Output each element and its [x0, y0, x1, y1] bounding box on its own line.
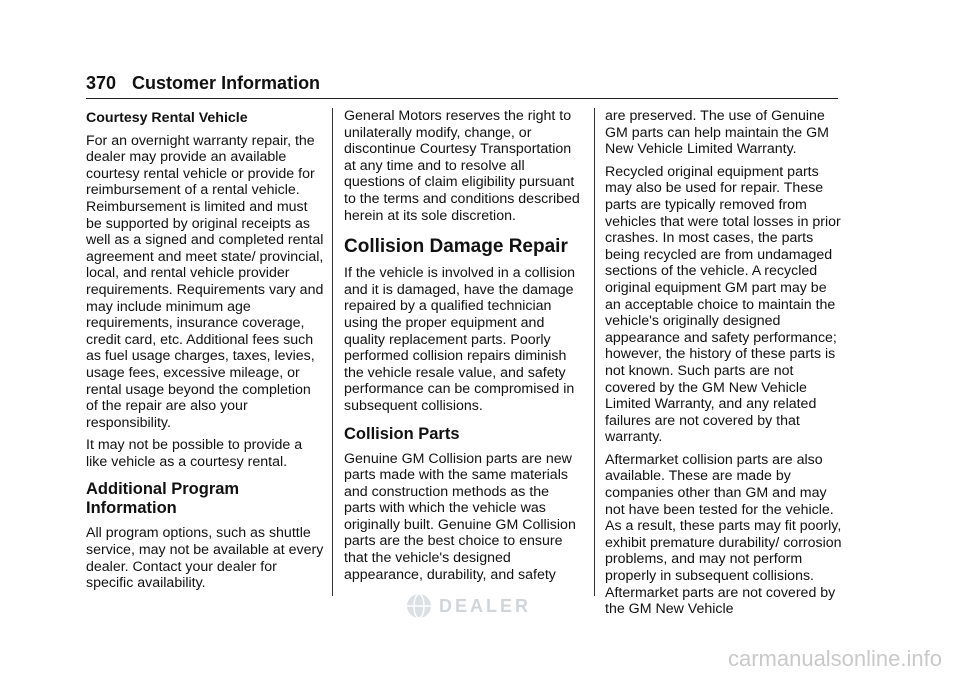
column-divider-2 [594, 108, 595, 596]
page-number: 370 [86, 73, 117, 93]
watermark-text: DEALER [439, 595, 532, 616]
globe-icon [405, 592, 433, 620]
column-3 [605, 108, 845, 624]
courtesy-rental-heading: Courtesy Rental Vehicle [86, 110, 248, 126]
col3-paragraph-1: are preserved. The use of Genuine GM parts can help maintain the GM New Vehicle Limited Warranty. [605, 108, 829, 158]
col3-paragraph-2: Recycled original equipment parts may also be used for repair. These parts are typically removed from vehicles that were total losses in prior crashes. In most cases, the parts being recycled are from undamaged sections of the vehicle. A recycled original equipment GM part may be an acceptable choice to maintain the vehicle's originally designed appearance and safety performance; however, the history of these parts is not known. Such parts are not covered by the GM New Vehicle Limited Warranty, and any related failures are not covered by that warranty. [605, 163, 841, 446]
collision-parts-heading: Collision Parts [344, 424, 460, 443]
additional-program-heading: Additional Program Information [86, 480, 240, 518]
col1-paragraph-3: All program options, such as shuttle service, may not be available at every dealer. Contact your dealer for specific availability. [86, 525, 324, 592]
collision-damage-repair-heading: Collision Damage Repair [344, 236, 568, 258]
col1-paragraph-2: It may not be possible to provide a like vehicle as a courtesy rental. [86, 437, 303, 470]
col2-paragraph-2: If the vehicle is involved in a collision and it is damaged, have the damage repaired by a qualified technician using the proper equipment and quality replacement parts. Poorly performed collision repairs diminish the vehicle resale value, and safety performance can be compromised in subsequent collisions. [344, 265, 576, 414]
col3-paragraph-3: Aftermarket collision parts are also available. These are made by companies other than GM and may not have been tested for the vehicle. As a result, these parts may fit poorly, exhibit premature durability/ corrosion problems, and may not perform properly in subsequent collisions. Aftermarket parts are not covered by the GM New Vehicle [605, 451, 842, 618]
column-2 [344, 108, 580, 589]
page-header [86, 70, 838, 99]
footer-site-watermark: carmanualsonline.info [727, 646, 942, 671]
col2-paragraph-1: General Motors reserves the right to unilaterally modify, change, or discontinue Courtesy Transportation at any time and to resolve all questions of claim eligibility pursuant to the terms and conditions described herein at its sole discretion. [344, 108, 580, 224]
col2-paragraph-3: Genuine GM Collision parts are new parts made with the same materials and construction methods as the parts with which the vehicle was originally built. Genuine GM Collision parts are the best choice to ensure that the vehicle's designed appearance, durability, and safety [344, 450, 576, 583]
dealer-watermark-logo [405, 590, 555, 622]
col1-paragraph-1: For an overnight warranty repair, the dealer may provide an available courtesy rental vehicle or provide for reimbursement of a rental vehicle. Reimbursement is limited and must be supported by original receipts as well as a signed and completed rental agreement and meet state/ provincial, local, and rental vehicle provider requirements. Requirements vary and may include minimum age requirements, insurance coverage, credit card, etc. Additional fees such as fuel usage charges, taxes, levies, usage fees, excessive mileage, or rental usage beyond the completion of the repair are also your responsibility. [86, 132, 324, 431]
section-title: Customer Information [132, 73, 321, 93]
column-1 [86, 108, 326, 598]
column-divider-1 [332, 108, 333, 596]
